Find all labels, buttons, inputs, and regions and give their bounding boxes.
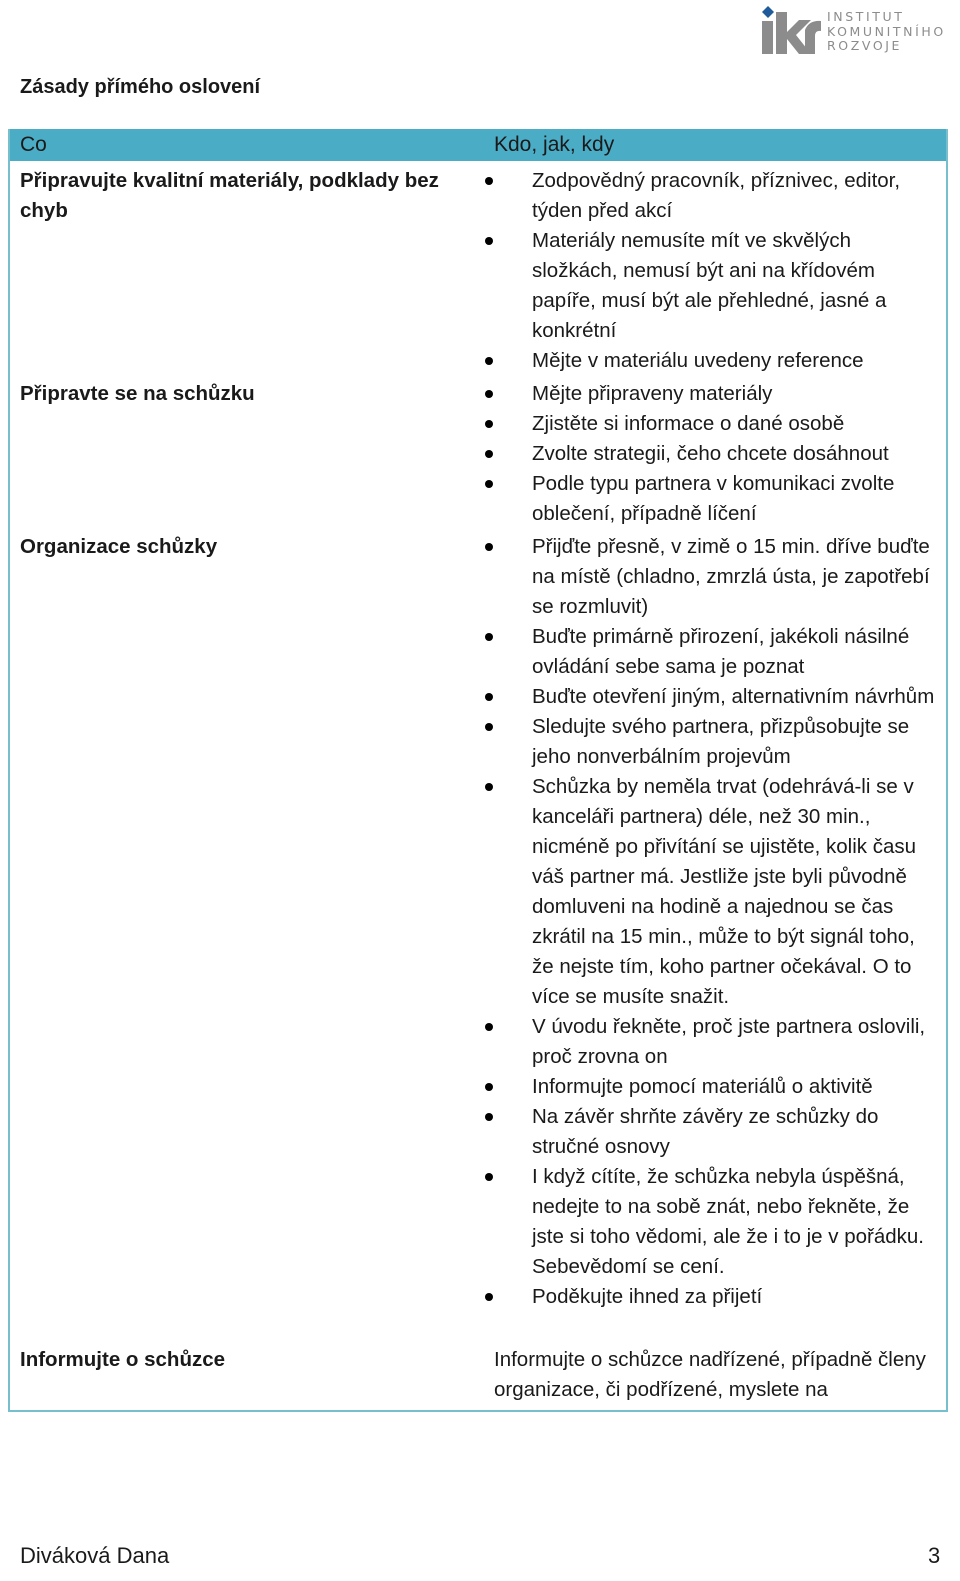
row-topic: Připravte se na schůzku: [20, 382, 255, 405]
row-topic: Organizace schůzky: [20, 535, 218, 558]
list-item: Na závěr shrňte závěry ze schůzky do stručné osnovy: [482, 1102, 936, 1162]
footer-author: Diváková Dana: [20, 1543, 170, 1568]
list-item: Zodpovědný pracovník, příznivec, editor, týden před akcí: [482, 166, 936, 226]
table-row: [10, 1312, 946, 1410]
list-item: Zvolte strategii, čeho chcete dosáhnout: [482, 439, 936, 469]
ikr-logo-icon: [759, 6, 823, 56]
logo-line-2: KOMUNITNÍHO: [827, 23, 946, 39]
list-item: Materiály nemusíte mít ve skvělých složkách, nemusí být ani na křídovém papíře, musí být ale přehledné, jasné a konkrétní: [482, 226, 936, 346]
row-details: Informujte o schůzce nadřízené, případně členy organizace, či podřízené, myslete na: [494, 1348, 926, 1401]
table-header-row: [10, 129, 946, 161]
list-item: Schůzka by neměla trvat (odehrává-li se v kanceláři partnera) déle, než 30 min., nicméně po přivítání se ujistěte, kolik času váš partner má. Jestliže jste byli původně domluveni na hodině a najednou se čas zkrátil na 15 min., může to být signál toho, že nejste tím, koho partner očekával. O to více se musíte snažit.: [482, 772, 936, 1012]
row-details: [482, 161, 946, 376]
row-topic: Připravujte kvalitní materiály, podklady bez chyb: [20, 169, 439, 222]
bullet-list: [482, 532, 936, 1312]
list-item: Buďte otevření jiným, alternativním návrhům: [482, 682, 936, 712]
principles-table: [8, 129, 948, 1412]
list-item: Sledujte svého partnera, přizpůsobujte se jeho nonverbálním projevům: [482, 712, 936, 772]
row-details: [482, 376, 946, 529]
list-item: Zjistěte si informace o dané osobě: [482, 409, 936, 439]
page-title: Zásady přímého oslovení: [20, 76, 261, 98]
table-row: [10, 529, 946, 1312]
list-item: I když cítíte, že schůzka nebyla úspěšná, nedejte to na sobě znát, nebo řekněte, že jste si toho vědomi, ale že i to je v pořádku. Sebevědomí se cení.: [482, 1162, 936, 1282]
logo-text: [827, 10, 946, 54]
table-row: [10, 161, 946, 376]
page-number: 3: [928, 1543, 941, 1568]
row-topic: Informujte o schůzce: [20, 1348, 226, 1371]
institute-logo: [759, 6, 949, 56]
list-item: Podle typu partnera v komunikaci zvolte oblečení, případně líčení: [482, 469, 936, 529]
header-kdo-jak-kdy: Kdo, jak, kdy: [482, 129, 946, 161]
header-co: Co: [10, 129, 482, 161]
list-item: Informujte pomocí materiálů o aktivitě: [482, 1072, 936, 1102]
bullet-list: [482, 166, 936, 376]
list-item: Poděkujte ihned za přijetí: [482, 1282, 936, 1312]
logo-line-3: ROZVOJE: [827, 38, 903, 53]
logo-line-1: INSTITUT: [827, 9, 905, 24]
list-item: V úvodu řekněte, proč jste partnera oslovili, proč zrovna on: [482, 1012, 936, 1072]
list-item: Buďte primárně přirození, jakékoli násilné ovládání sebe sama je poznat: [482, 622, 936, 682]
row-details: [482, 529, 946, 1312]
list-item: Přijďte přesně, v zimě o 15 min. dříve buďte na místě (chladno, zmrzlá ústa, je zapotřebí se rozmluvit): [482, 532, 936, 622]
table-row: [10, 376, 946, 529]
list-item: Mějte v materiálu uvedeny reference: [482, 346, 936, 376]
bullet-list: [482, 379, 936, 529]
list-item: Mějte připraveny materiály: [482, 379, 936, 409]
